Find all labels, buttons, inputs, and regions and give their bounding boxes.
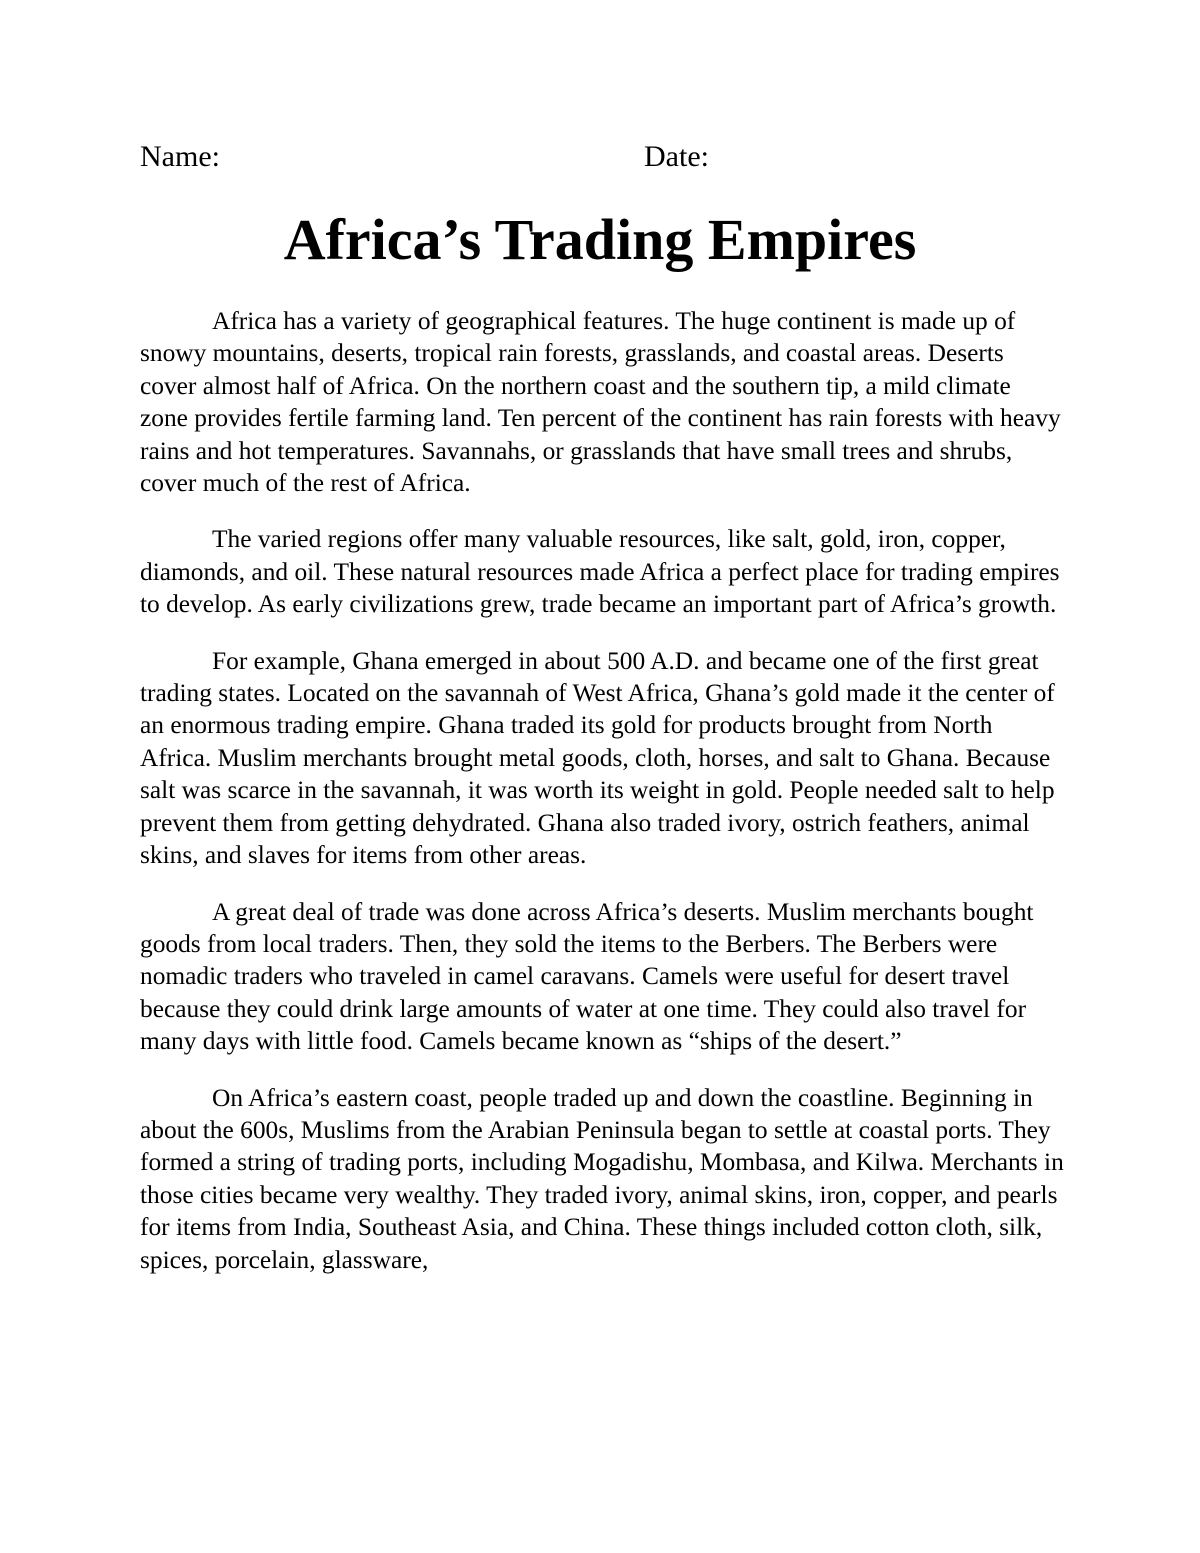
page-title: Africa’s Trading Empires xyxy=(283,207,917,272)
paragraph-ghana: For example, Ghana emerged in about 500 A.D. and became one of the first great trading states. Located on the savannah of West Africa, Ghana’s gold made it the center of an enormous trading empire. Ghana traded its gold for products brought from North Africa. Muslim merchants brought metal goods, cloth, horses, and salt to Ghana. Because salt was scarce in the savannah, it was worth its weight in gold. People needed salt to help prevent them from getting dehydrated. Ghana also traded ivory, ostrich feathers, animal skins, and slaves for items from other areas. xyxy=(140,646,1055,870)
paragraph-eastern-coast: On Africa’s eastern coast, people traded up and down the coastline. Beginning in about the 600s, Muslims from the Arabian Peninsula began to settle at coastal ports. They formed a string of trading ports, including Mogadishu, Mombasa, and Kilwa. Merchants in those cities became very wealthy. They traded ivory, animal skins, iron, copper, and pearls for items from India, Southeast Asia, and China. These things included cotton cloth, silk, spices, porcelain, glassware, xyxy=(140,1083,1064,1274)
name-label: Name: xyxy=(140,140,220,173)
paragraph-geography: Africa has a variety of geographical features. The huge continent is made up of snowy mountains, deserts, tropical rain forests, grasslands, and coastal areas. Deserts cover almost half of Africa. On the northern coast and the southern tip, a mild climate zone provides fertile farming land. Ten percent of the continent has rain forests with heavy rains and hot temperatures. Savannahs, or grasslands that have small trees and shrubs, cover much of the rest of Africa. xyxy=(140,307,1061,498)
date-label: Date: xyxy=(644,140,709,173)
article-body xyxy=(140,305,1065,1300)
paragraph-resources: The varied regions offer many valuable resources, like salt, gold, iron, copper, diamonds, and oil. These natural resources made Africa a perfect place for trading empires to develop. As early civilizations grew, trade became an important part of Africa’s growth. xyxy=(140,525,1060,619)
paragraph-desert-trade: A great deal of trade was done across Africa’s deserts. Muslim merchants bought goods from local traders. Then, they sold the items to the Berbers. The Berbers were nomadic traders who traveled in camel caravans. Camels were useful for desert travel because they could drink large amounts of water at one time. They could also travel for many days with little food. Camels became known as “ships of the desert.” xyxy=(140,897,1034,1056)
header-row xyxy=(140,140,1060,184)
